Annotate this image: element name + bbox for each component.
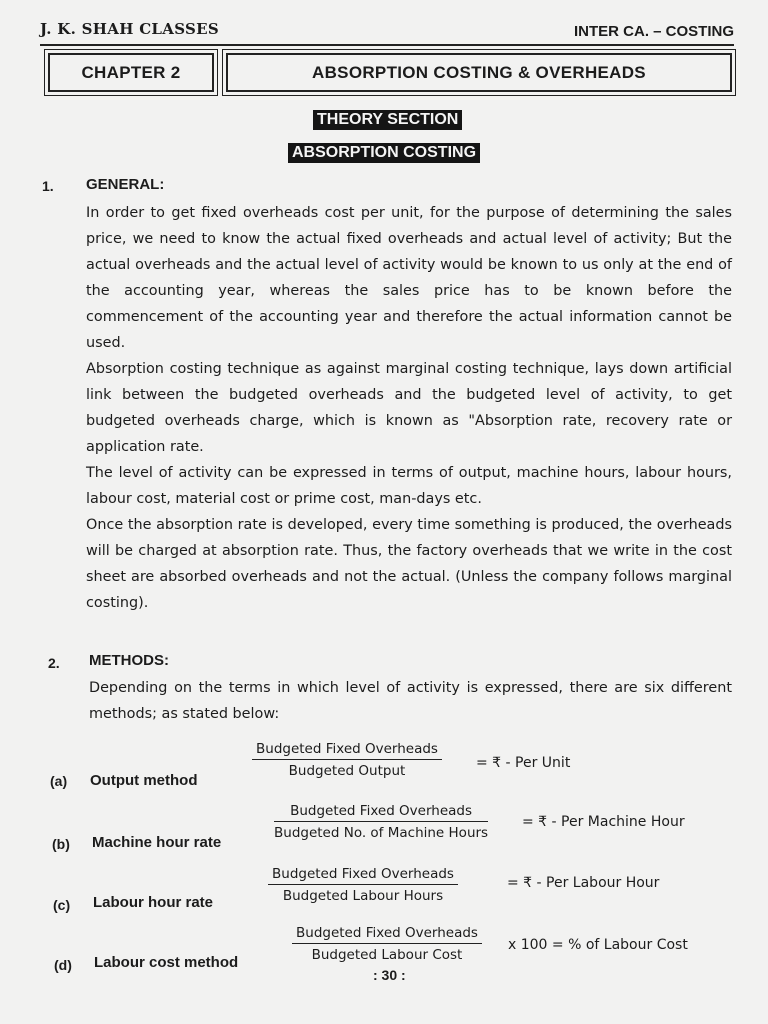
result-c: = ₹ - Per Labour Hour (507, 875, 660, 891)
page-number: : 30 : (373, 967, 406, 983)
method-letter-d: (d) (54, 957, 72, 973)
method-name-a (90, 770, 197, 789)
general-heading: GENERAL: (86, 176, 165, 193)
method-label-a: Output method (90, 772, 198, 789)
methods-intro: Depending on the terms in which level of activity is expressed, there are six different methods; as stated below: (89, 680, 732, 722)
chapter-label: CHAPTER 2 (48, 53, 214, 92)
section-title-theory: THEORY SECTION (313, 110, 462, 130)
method-label-c: Labour hour rate (93, 894, 214, 911)
result-a: = ₹ - Per Unit (476, 755, 571, 771)
numerator-b: Budgeted Fixed Overheads (274, 803, 488, 822)
methods-heading: METHODS: (89, 652, 169, 669)
denominator-a: Budgeted Output (288, 763, 406, 779)
numerator-c: Budgeted Fixed Overheads (268, 866, 458, 885)
method-label-d: Labour cost method (94, 954, 239, 971)
general-number: 1. (42, 178, 54, 194)
denominator-d: Budgeted Labour Cost (311, 947, 463, 963)
denominator-c: Budgeted Labour Hours (282, 888, 444, 904)
formula-c (268, 866, 458, 904)
method-letter-a: (a) (50, 773, 68, 789)
section-title-absorption: ABSORPTION COSTING (288, 143, 480, 163)
method-label-b: Machine hour rate (92, 834, 222, 851)
course-name: INTER CA. – COSTING (573, 23, 734, 40)
method-letter-b: (b) (52, 836, 70, 852)
formula-b (274, 803, 488, 841)
formula-d (292, 925, 482, 963)
general-body (86, 200, 732, 616)
method-letter-c: (c) (53, 897, 71, 913)
general-paragraph-3: The level of activity can be expressed in terms of output, machine hours, labour hours, labour cost, material cost or prime cost, man-days etc. (86, 465, 732, 507)
general-paragraph-4: Once the absorption rate is developed, every time something is produced, the overheads will be charged at absorption rate. Thus, the factory overheads that we write in the cost sheet are absorbed overheads and not the actual. (Unless the company follows marginal costing). (86, 517, 732, 611)
numerator-a: Budgeted Fixed Overheads (252, 741, 442, 760)
general-paragraph-2: Absorption costing technique as against marginal costing technique, lays down artificial link between the budgeted overheads and the budgeted level of activity, to get budgeted overheads charge, which is known as "Absorption rate, recovery rate or application rate. (86, 361, 732, 455)
result-d: x 100 = % of Labour Cost (508, 937, 688, 953)
general-paragraph-1: In order to get fixed overheads cost per unit, for the purpose of determining the sales price, we need to know the actual fixed overheads and actual level of activity; But the actual overheads and the actual level of activity would be known to us only at the end of the accounting year, whereas the sales price has to be known before the commencement of the accounting year and therefore the actual information cannot be used. (86, 205, 732, 351)
result-b: = ₹ - Per Machine Hour (522, 814, 685, 830)
method-name-c (93, 892, 213, 911)
method-name-b (92, 832, 221, 851)
numerator-d: Budgeted Fixed Overheads (292, 925, 482, 944)
denominator-b: Budgeted No. of Machine Hours (274, 825, 489, 841)
formula-a (252, 741, 442, 779)
chapter-title: ABSORPTION COSTING & OVERHEADS (226, 53, 732, 92)
methods-number: 2. (48, 655, 60, 671)
brand-name: J. K. SHAH CLASSES (40, 20, 220, 38)
method-name-d (94, 952, 238, 971)
header-rule (40, 44, 734, 46)
